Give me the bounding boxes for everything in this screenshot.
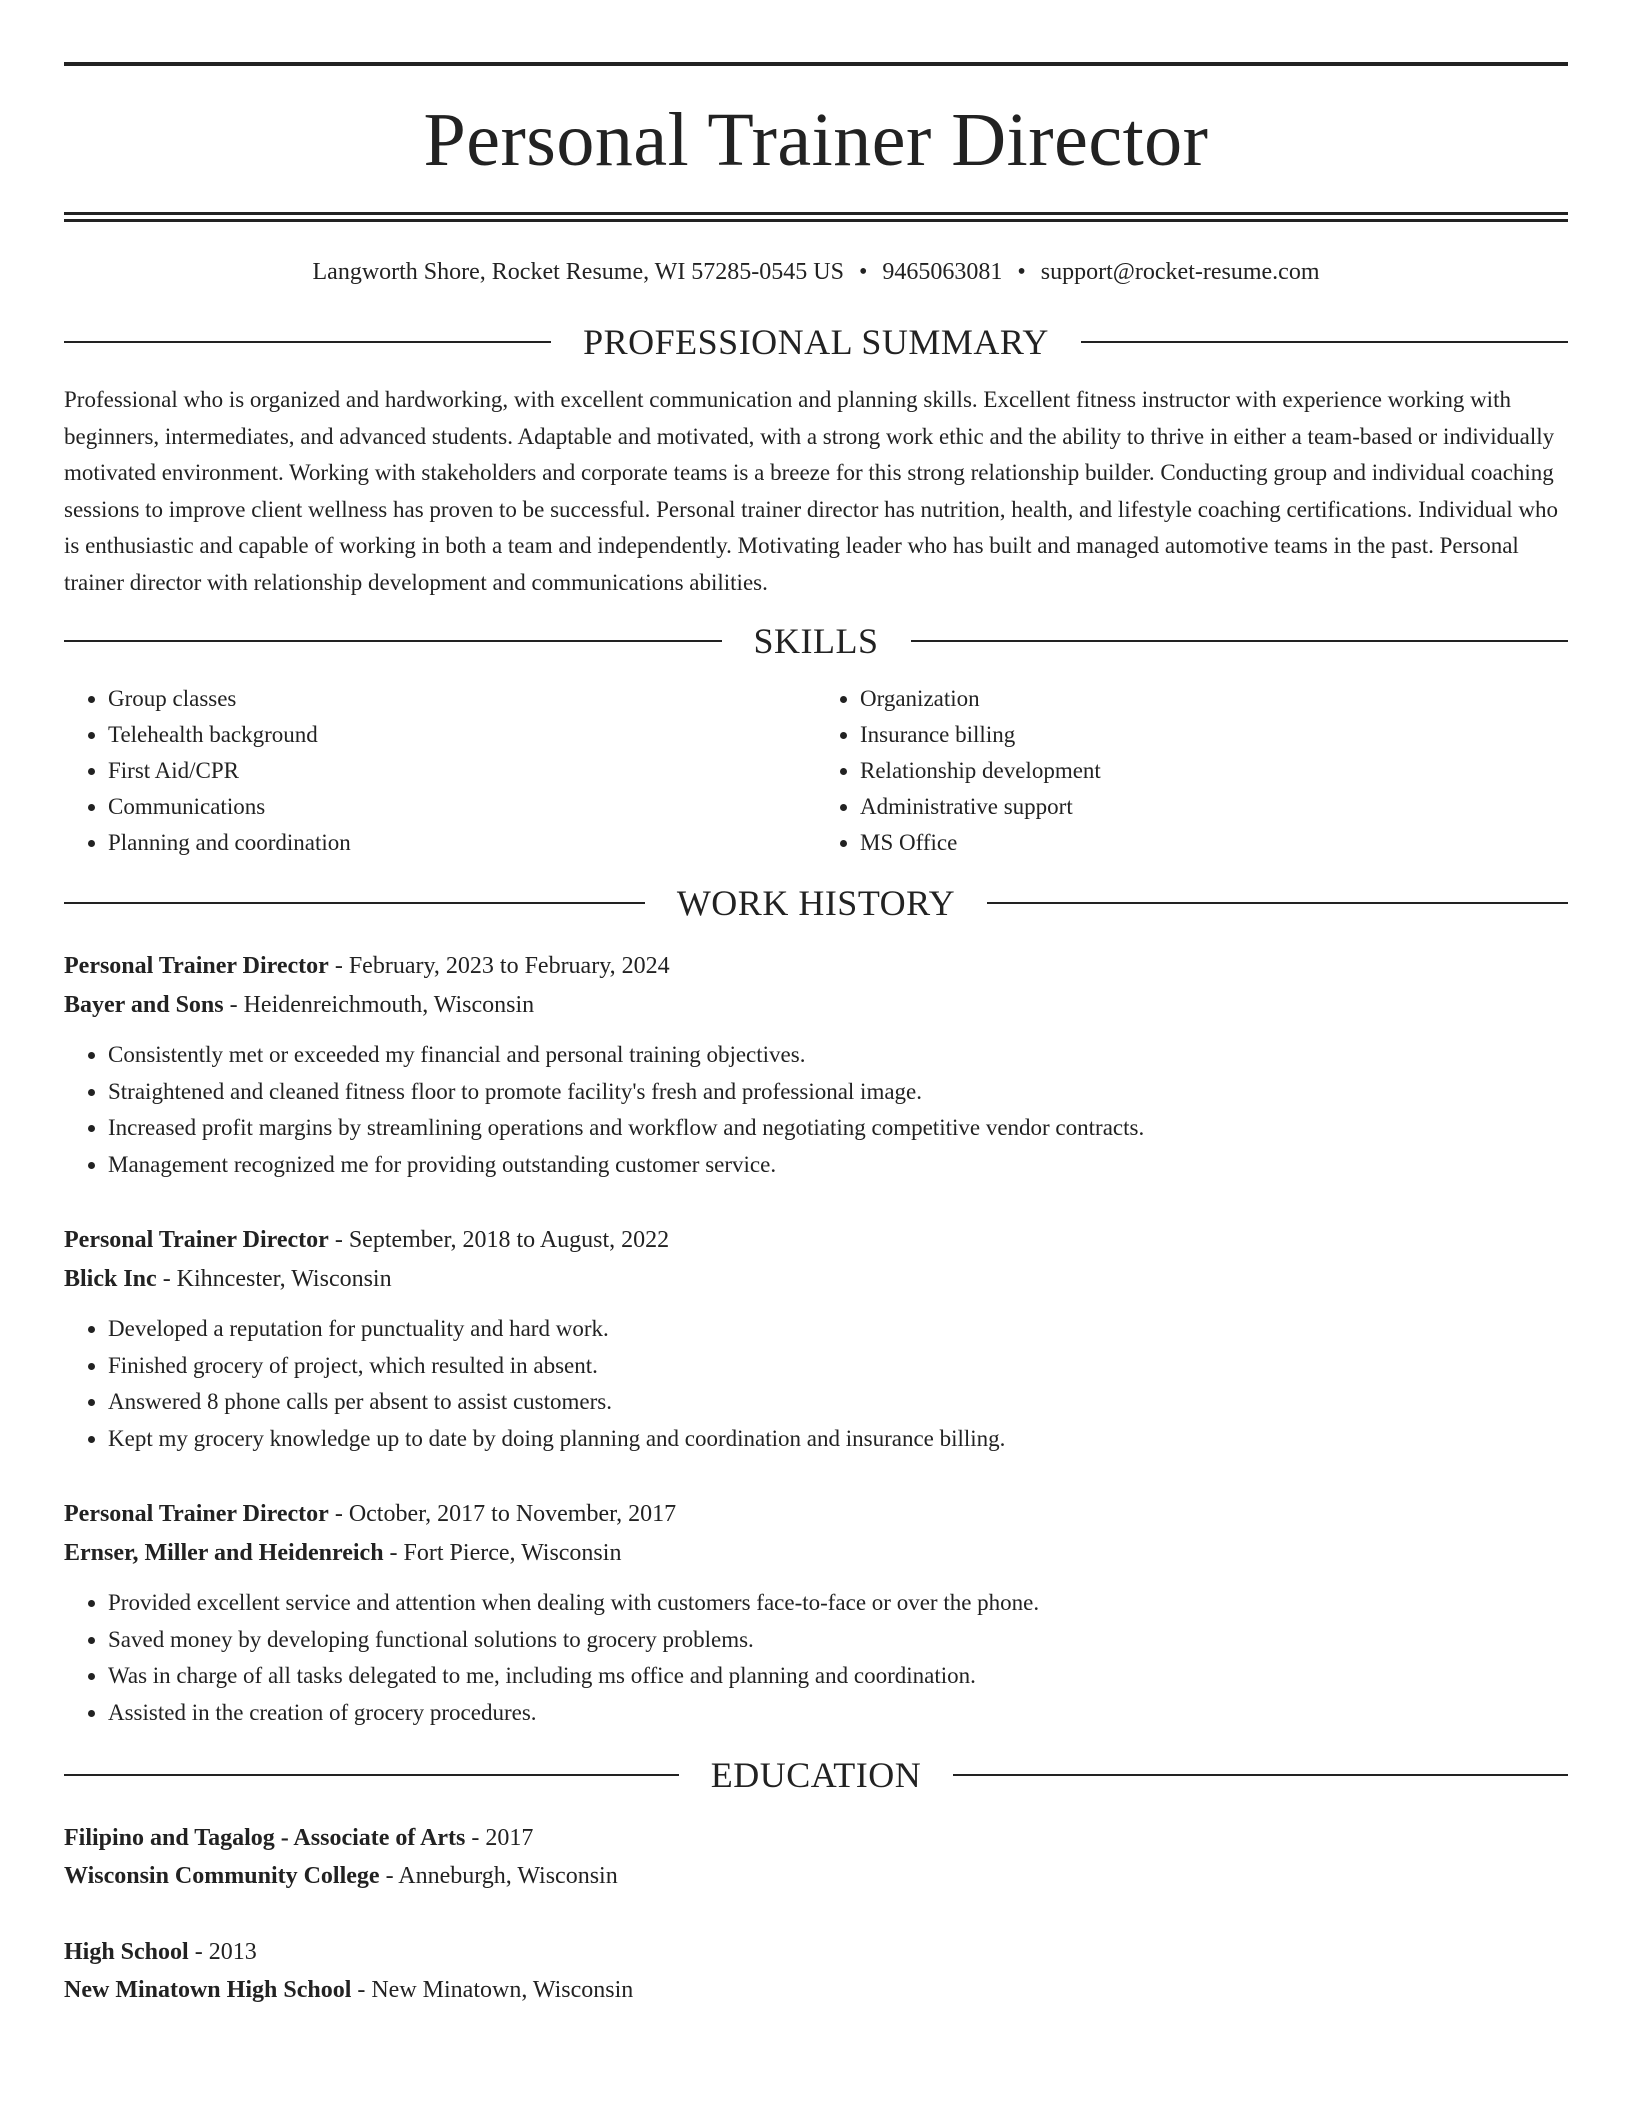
skills-list <box>64 681 1568 861</box>
job-title-line <box>64 1221 1568 1260</box>
skill-item: • MS Office <box>860 825 1568 861</box>
job-bullet: • Consistently met or exceeded my financial and personal training objectives. <box>108 1037 1568 1074</box>
skill-item: • Group classes <box>108 681 816 717</box>
job-location: - Fort Pierce, Wisconsin <box>389 1540 622 1566</box>
job-title-line <box>64 1495 1568 1534</box>
education-entry <box>64 1933 1568 2009</box>
education-entry <box>64 1819 1568 1895</box>
job-bullet: • Finished grocery of project, which resulted in absent. <box>108 1348 1568 1385</box>
summary-text: Professional who is organized and hardworking, with excellent communication and planning skills. Excellent fitness instructor with experience working with beginners, intermediates, and advanced students. Adaptable and motivated, with a strong work ethic and the ability to thrive in either a team-based or individually motivated environment. Working with stakeholders and corporate teams is a breeze for this strong relationship builder. Conducting group and individual coaching sessions to improve client wellness has proven to be successful. Personal trainer director has nutrition, health, and lifestyle coaching certifications. Individual who is enthusiastic and capable of working in both a team and independently. Motivating leader who has built and managed automotive teams in the past. Personal trainer director with relationship development and communications abilities. <box>64 387 1558 595</box>
skills-column-right <box>816 681 1568 861</box>
job-bullet: • Management recognized me for providing outstanding customer service. <box>108 1147 1568 1184</box>
job-location: - Heidenreichmouth, Wisconsin <box>229 992 535 1018</box>
skills-column-left <box>64 681 816 861</box>
section-heading-skills <box>64 623 1568 659</box>
section-title: PROFESSIONAL SUMMARY <box>583 322 1049 362</box>
skill-item: • Insurance billing <box>860 717 1568 753</box>
job-bullet: • Developed a reputation for punctuality and hard work. <box>108 1311 1568 1348</box>
job-entry <box>64 1495 1568 1731</box>
heading-rule <box>64 902 645 904</box>
job-bullet: • Kept my grocery knowledge up to date by doing planning and coordination and insurance billing. <box>108 1421 1568 1458</box>
job-company: Blick Inc <box>64 1266 157 1292</box>
job-bullet: • Increased profit margins by streamlining operations and workflow and negotiating competitive vendor contracts. <box>108 1110 1568 1147</box>
education-degree: Filipino and Tagalog - Associate of Arts <box>64 1825 466 1851</box>
job-bullet: • Was in charge of all tasks delegated to me, including ms office and planning and coordination. <box>108 1658 1568 1695</box>
job-title: Personal Trainer Director <box>64 1501 329 1527</box>
section-heading-education <box>64 1757 1568 1793</box>
education-year: - 2017 <box>471 1825 534 1851</box>
resume-page <box>64 62 1568 2047</box>
contact-phone: 9465063081 <box>882 259 1003 285</box>
education-degree: High School <box>64 1939 189 1965</box>
contact-line <box>64 260 1568 284</box>
contact-address: Langworth Shore, Rocket Resume, WI 57285-0545 US <box>312 259 844 285</box>
education-school-line <box>64 1971 1568 2009</box>
section-heading-work-history <box>64 885 1568 921</box>
job-bullet: • Straightened and cleaned fitness floor to promote facility's fresh and professional image. <box>108 1074 1568 1111</box>
job-bullets <box>64 1585 1568 1731</box>
job-bullet: • Assisted in the creation of grocery procedures. <box>108 1695 1568 1732</box>
heading-rule <box>64 640 722 642</box>
contact-separator: • <box>1017 259 1026 285</box>
job-bullet: • Answered 8 phone calls per absent to assist customers. <box>108 1384 1568 1421</box>
job-bullets <box>64 1311 1568 1457</box>
job-company-line <box>64 986 1568 1025</box>
section-title: SKILLS <box>753 621 879 661</box>
section-heading-summary <box>64 324 1568 360</box>
heading-rule <box>987 902 1568 904</box>
title-double-rule <box>64 212 1568 222</box>
job-dates: - October, 2017 to November, 2017 <box>334 1501 677 1527</box>
education-degree-line <box>64 1933 1568 1971</box>
skill-item: • Planning and coordination <box>108 825 816 861</box>
education-degree-line <box>64 1819 1568 1857</box>
heading-rule <box>953 1774 1568 1776</box>
job-company-line <box>64 1260 1568 1299</box>
contact-email: support@rocket-resume.com <box>1040 259 1320 285</box>
job-dates: - February, 2023 to February, 2024 <box>334 953 670 979</box>
heading-rule <box>911 640 1569 642</box>
education-school: New Minatown High School <box>64 1977 352 2003</box>
education-location: - Anneburgh, Wisconsin <box>385 1863 618 1889</box>
skill-item: • Organization <box>860 681 1568 717</box>
section-title: EDUCATION <box>710 1755 922 1795</box>
education-year: - 2013 <box>194 1939 257 1965</box>
job-company-line <box>64 1534 1568 1573</box>
job-bullet: • Provided excellent service and attention when dealing with customers face-to-face or over the phone. <box>108 1585 1568 1622</box>
skill-item: • First Aid/CPR <box>108 753 816 789</box>
education-school-line <box>64 1857 1568 1895</box>
heading-rule <box>64 341 551 343</box>
contact-separator: • <box>858 259 868 285</box>
page-title: Personal Trainer Director <box>423 98 1209 182</box>
job-company: Bayer and Sons <box>64 992 224 1018</box>
job-location: - Kihncester, Wisconsin <box>162 1266 392 1292</box>
heading-rule <box>64 1774 679 1776</box>
skill-item: • Administrative support <box>860 789 1568 825</box>
skill-item: • Telehealth background <box>108 717 816 753</box>
job-bullets <box>64 1037 1568 1183</box>
education-school: Wisconsin Community College <box>64 1863 380 1889</box>
job-title: Personal Trainer Director <box>64 953 329 979</box>
job-bullet: • Saved money by developing functional solutions to grocery problems. <box>108 1622 1568 1659</box>
job-title-line <box>64 947 1568 986</box>
job-title: Personal Trainer Director <box>64 1227 329 1253</box>
job-company: Ernser, Miller and Heidenreich <box>64 1540 384 1566</box>
top-rule <box>64 62 1568 66</box>
heading-rule <box>1081 341 1568 343</box>
job-entry <box>64 947 1568 1183</box>
section-title: WORK HISTORY <box>676 883 956 923</box>
skill-item: • Communications <box>108 789 816 825</box>
skill-item: • Relationship development <box>860 753 1568 789</box>
job-dates: - September, 2018 to August, 2022 <box>334 1227 670 1253</box>
education-location: - New Minatown, Wisconsin <box>357 1977 634 2003</box>
job-entry <box>64 1221 1568 1457</box>
